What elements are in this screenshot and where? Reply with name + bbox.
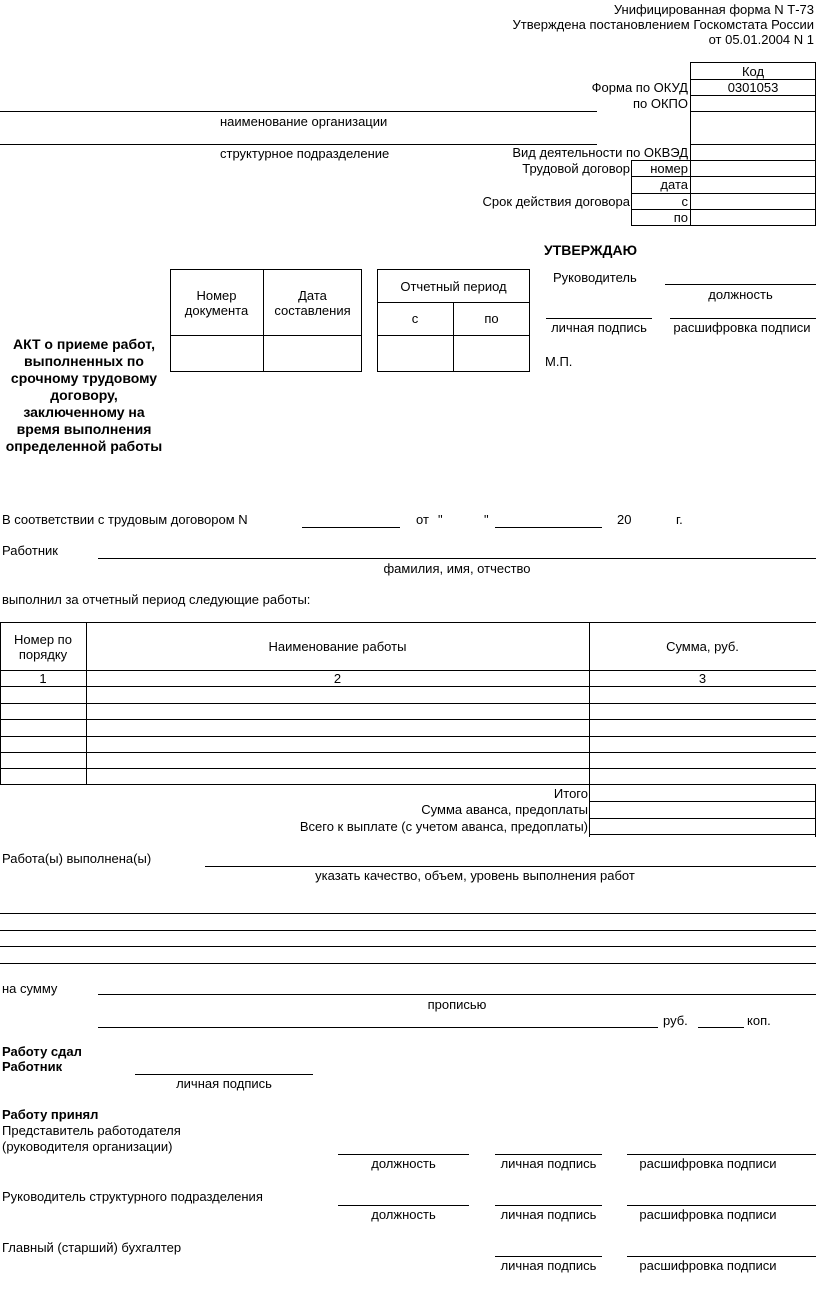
- approve-signature-line[interactable]: [546, 318, 652, 319]
- handed-signature-line[interactable]: [135, 1074, 313, 1075]
- sum-words-line-2[interactable]: [98, 1027, 658, 1028]
- accepted-title: Работу принял: [2, 1107, 99, 1122]
- approve-decode-line[interactable]: [670, 318, 816, 319]
- accountant-decode-line[interactable]: [627, 1256, 816, 1257]
- performed-text: выполнил за отчетный период следующие работы:: [2, 592, 311, 607]
- kop-line[interactable]: [698, 1027, 744, 1028]
- approval-note: Утверждена постановлением Госкомстата России: [512, 17, 814, 32]
- approve-title: УТВЕРЖДАЮ: [544, 242, 638, 258]
- approve-signature-caption: личная подпись: [551, 320, 647, 335]
- rep-signature-line[interactable]: [495, 1154, 602, 1155]
- okpo-label: по ОКПО: [632, 96, 688, 111]
- dept-head-decode-line[interactable]: [627, 1205, 816, 1206]
- rep-label-1: Представитель работодателя: [2, 1123, 181, 1138]
- quote-open: ": [438, 512, 443, 527]
- dept-head-position-caption: должность: [371, 1207, 436, 1222]
- okud-code-value: 0301053: [727, 80, 779, 95]
- contract-number-label: номер: [650, 161, 688, 176]
- dept-name-line[interactable]: [0, 144, 597, 145]
- dept-name-caption: структурное подразделение: [220, 146, 390, 161]
- col-number-header: Номер по порядку: [14, 631, 72, 662]
- total-label: Итого: [553, 786, 588, 801]
- approval-date: от 05.01.2004 N 1: [708, 32, 814, 47]
- quote-close: ": [484, 512, 489, 527]
- term-from-label: с: [681, 194, 688, 209]
- doc-date-header: Дата составления: [274, 287, 351, 318]
- col-sum-header: Сумма, руб.: [666, 639, 739, 654]
- approve-position-line[interactable]: [665, 284, 816, 285]
- term-to-label: по: [673, 210, 688, 225]
- col-work-header: Наименование работы: [268, 639, 407, 654]
- handed-signature-caption: личная подпись: [176, 1076, 272, 1091]
- work-done-caption: указать качество, объем, уровень выполнения работ: [315, 868, 635, 883]
- handed-worker-label: Работник: [2, 1059, 63, 1074]
- contract-ref-label: В соответствии с трудовым договором N: [2, 512, 248, 527]
- worker-name-line[interactable]: [98, 558, 816, 559]
- dept-head-signature-caption: личная подпись: [500, 1207, 597, 1222]
- doc-number-header: Номер документа: [184, 287, 249, 318]
- work-done-extra-line[interactable]: [0, 913, 816, 914]
- accountant-decode-caption: расшифровка подписи: [639, 1258, 777, 1273]
- dept-head-signature-line[interactable]: [495, 1205, 602, 1206]
- period-from-header: с: [411, 311, 419, 326]
- work-done-extra-line[interactable]: [0, 963, 816, 964]
- col-sum-index: 3: [698, 671, 707, 686]
- year-prefix: 20: [617, 512, 632, 527]
- period-to-header: по: [484, 311, 499, 326]
- code-header: Код: [741, 64, 765, 79]
- form-name: Унифицированная форма N Т-73: [613, 2, 814, 17]
- col-number-index: 1: [39, 671, 47, 686]
- rep-signature-caption: личная подпись: [500, 1156, 597, 1171]
- stamp-label: М.П.: [545, 354, 573, 369]
- sum-words-line[interactable]: [98, 994, 816, 995]
- work-done-extra-line[interactable]: [0, 946, 816, 947]
- sum-words-caption: прописью: [427, 997, 487, 1012]
- org-name-line[interactable]: [0, 111, 597, 112]
- approve-decode-caption: расшифровка подписи: [673, 320, 811, 335]
- col-work-index: 2: [333, 671, 342, 686]
- rep-position-caption: должность: [371, 1156, 436, 1171]
- sum-label: на сумму: [2, 981, 58, 996]
- act-title: АКТ о приеме работ, выполненных по срочному трудовому договору, заключенному на время выполнения определенной работы: [5, 336, 163, 454]
- rep-position-line[interactable]: [338, 1154, 469, 1155]
- kop-label: коп.: [747, 1013, 771, 1028]
- contract-number-line[interactable]: [302, 527, 400, 528]
- org-name-caption: наименование организации: [220, 114, 388, 129]
- contract-from-label: от: [416, 512, 429, 527]
- work-done-label: Работа(ы) выполнена(ы): [2, 851, 152, 866]
- payable-label: Всего к выплате (с учетом аванса, предоплаты): [299, 819, 588, 834]
- accountant-signature-line[interactable]: [495, 1256, 602, 1257]
- approve-head-label: Руководитель: [553, 270, 637, 285]
- work-done-line[interactable]: [205, 866, 816, 867]
- contract-month-line[interactable]: [495, 527, 602, 528]
- worker-name-caption: фамилия, имя, отчество: [383, 561, 531, 576]
- year-suffix: г.: [676, 512, 683, 527]
- rep-decode-line[interactable]: [627, 1154, 816, 1155]
- term-label: Срок действия договора: [482, 194, 630, 209]
- okud-label: Форма по ОКУД: [591, 80, 688, 95]
- approve-position-caption: должность: [708, 287, 773, 302]
- dept-head-position-line[interactable]: [338, 1205, 469, 1206]
- okved-label: Вид деятельности по ОКВЭД: [512, 145, 688, 160]
- advance-label: Сумма аванса, предоплаты: [421, 802, 588, 817]
- rep-decode-caption: расшифровка подписи: [639, 1156, 777, 1171]
- period-header: Отчетный период: [400, 278, 507, 294]
- accountant-label: Главный (старший) бухгалтер: [2, 1240, 182, 1255]
- contract-date-label: дата: [660, 177, 688, 192]
- dept-head-decode-caption: расшифровка подписи: [639, 1207, 777, 1222]
- rub-label: руб.: [663, 1013, 688, 1028]
- dept-head-label: Руководитель структурного подразделения: [2, 1189, 263, 1204]
- contract-label: Трудовой договор: [522, 161, 630, 176]
- worker-label: Работник: [2, 543, 58, 558]
- accountant-signature-caption: личная подпись: [500, 1258, 597, 1273]
- handed-title: Работу сдал: [2, 1044, 82, 1059]
- work-done-extra-line[interactable]: [0, 930, 816, 931]
- rep-label-2: (руководителя организации): [2, 1139, 173, 1154]
